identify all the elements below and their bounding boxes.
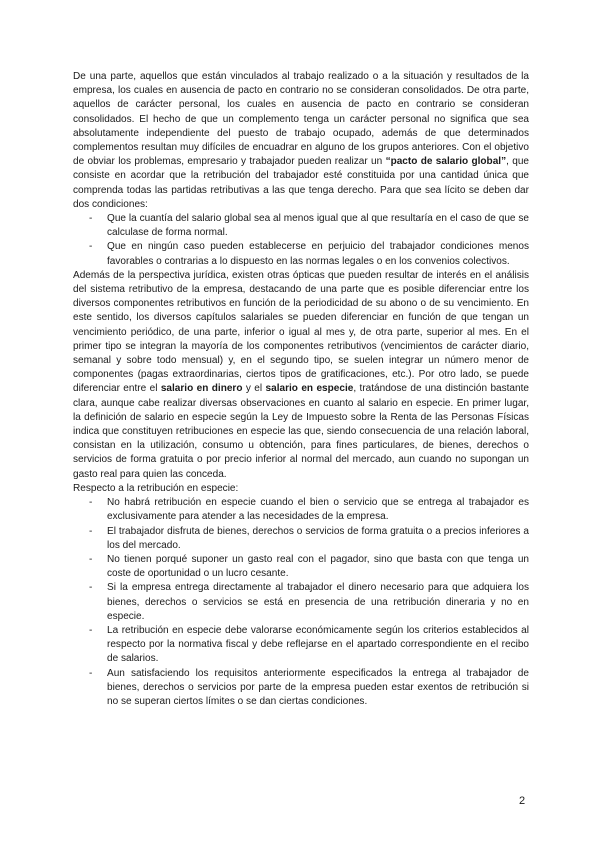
page-number: 2 <box>519 795 526 807</box>
list-item: - La retribución en especie debe valorarse económicamente según los criterios establecidos al respecto por la normativa fiscal y debe reflejarse en el apartado correspondiente en el recibo de salarios. <box>107 624 529 667</box>
list-item: - Si la empresa entrega directamente al trabajador el dinero necesario para que adquiera los bienes, derechos o servicios se está en presencia de una retribución dineraria y no en especie. <box>107 581 529 624</box>
bold-term-salario-dinero: salario en dinero <box>160 383 243 395</box>
retribucion-especie-list <box>73 496 529 709</box>
list-item: - No habrá retribución en especie cuando el bien o servicio que se entrega al trabajador es exclusivamente para atender a las necesidades de la empresa. <box>107 496 529 524</box>
bold-term-salario-especie: salario en especie <box>265 383 354 395</box>
conditions-list <box>73 212 529 269</box>
list-item: - Que en ningún caso pueden establecerse en perjuicio del trabajador condiciones menos favorables o contrarias a lo dispuesto en las normas legales o en los convenios colectivos. <box>107 240 529 268</box>
list-item: - Que la cuantía del salario global sea al menos igual que al que resultaría en el caso de que se calculase de forma normal. <box>107 212 529 240</box>
bold-term-pacto-salario-global: “pacto de salario global” <box>385 156 507 168</box>
list-item: - Aun satisfaciendo los requisitos anteriormente especificados la entrega al trabajador de bienes, derechos o servicios por parte de la empresa pueden estar exentos de retribución si no se superan ciertos límites o se dan ciertas condiciones. <box>107 667 529 710</box>
paragraph-perspectiva: Además de la perspectiva jurídica, existen otras ópticas que pueden resultar de interés en el análisis del sistema retributivo de la empresa, destacando de una parte que es posible diferenciar entre los diversos componentes retributivos en función de la periodicidad de su abono o de su vencimiento. En este sentido, los diversos capítulos salariales se pueden diferenciar en función de que tengan un vencimiento periódico, de una parte, inferior o igual al mes y, de otra parte, superior al mes. En el primer tipo se integran la mayoría de los componentes retributivos (vencimientos de carácter diario, semanal y sobre todo mensual) y, en el segundo tipo, se suelen integrar un número menor de componentes (pagas extraordinarias, ciertos tipos de gratificaciones, etc.). Por otro lado, se puede diferenciar entre el salario en dinero y el salario en especie, tratándose de una distinción bastante clara, aunque cabe realizar diversas observaciones en cuanto al salario en especie. En primer lugar, la definición de salario en especie según la Ley de Impuesto sobre la Renta de las Personas Físicas indica que constituyen retribuciones en especie las que, siendo consecuencia de una relación laboral, consistan en la utilización, consumo u obtención, para fines particulares, de bienes, derechos o servicios de forma gratuita o por precio inferior al normal del mercado, aun cuando no supongan un gasto real para quien las conceda. <box>73 269 529 480</box>
document-body <box>73 70 529 709</box>
paragraph-respecto: Respecto a la retribución en especie: <box>73 482 239 494</box>
list-item: - El trabajador disfruta de bienes, derechos o servicios de forma gratuita o a precios inferiores a los del mercado. <box>107 525 529 553</box>
list-item: - No tienen porqué suponer un gasto real con el pagador, sino que basta con que tenga un coste de oportunidad o un lucro cesante. <box>107 553 529 581</box>
paragraph-complementos: De una parte, aquellos que están vinculados al trabajo realizado o a la situación y resultados de la empresa, los cuales en ausencia de pacto en contrario no se consideran consolidados. De otra parte, aquellos de carácter personal, los cuales en ausencia de pacto en contrario se consideran consolidados. El hecho de que un complemento tenga un carácter personal no significa que sea absolutamente independiente del puesto de trabajo ocupado, además de que determinados complementos resultan muy difíciles de encuadrar en alguno de los grupos anteriores. Con el objetivo de obviar los problemas, empresario y trabajador pueden realizar un “pacto de salario global”, que consiste en acordar que la retribución del trabajador esté constituida por una cantidad única que comprenda todas las partidas retributivas a las que tenga derecho. Para que sea lícito se deben dar dos condiciones: <box>73 71 529 210</box>
